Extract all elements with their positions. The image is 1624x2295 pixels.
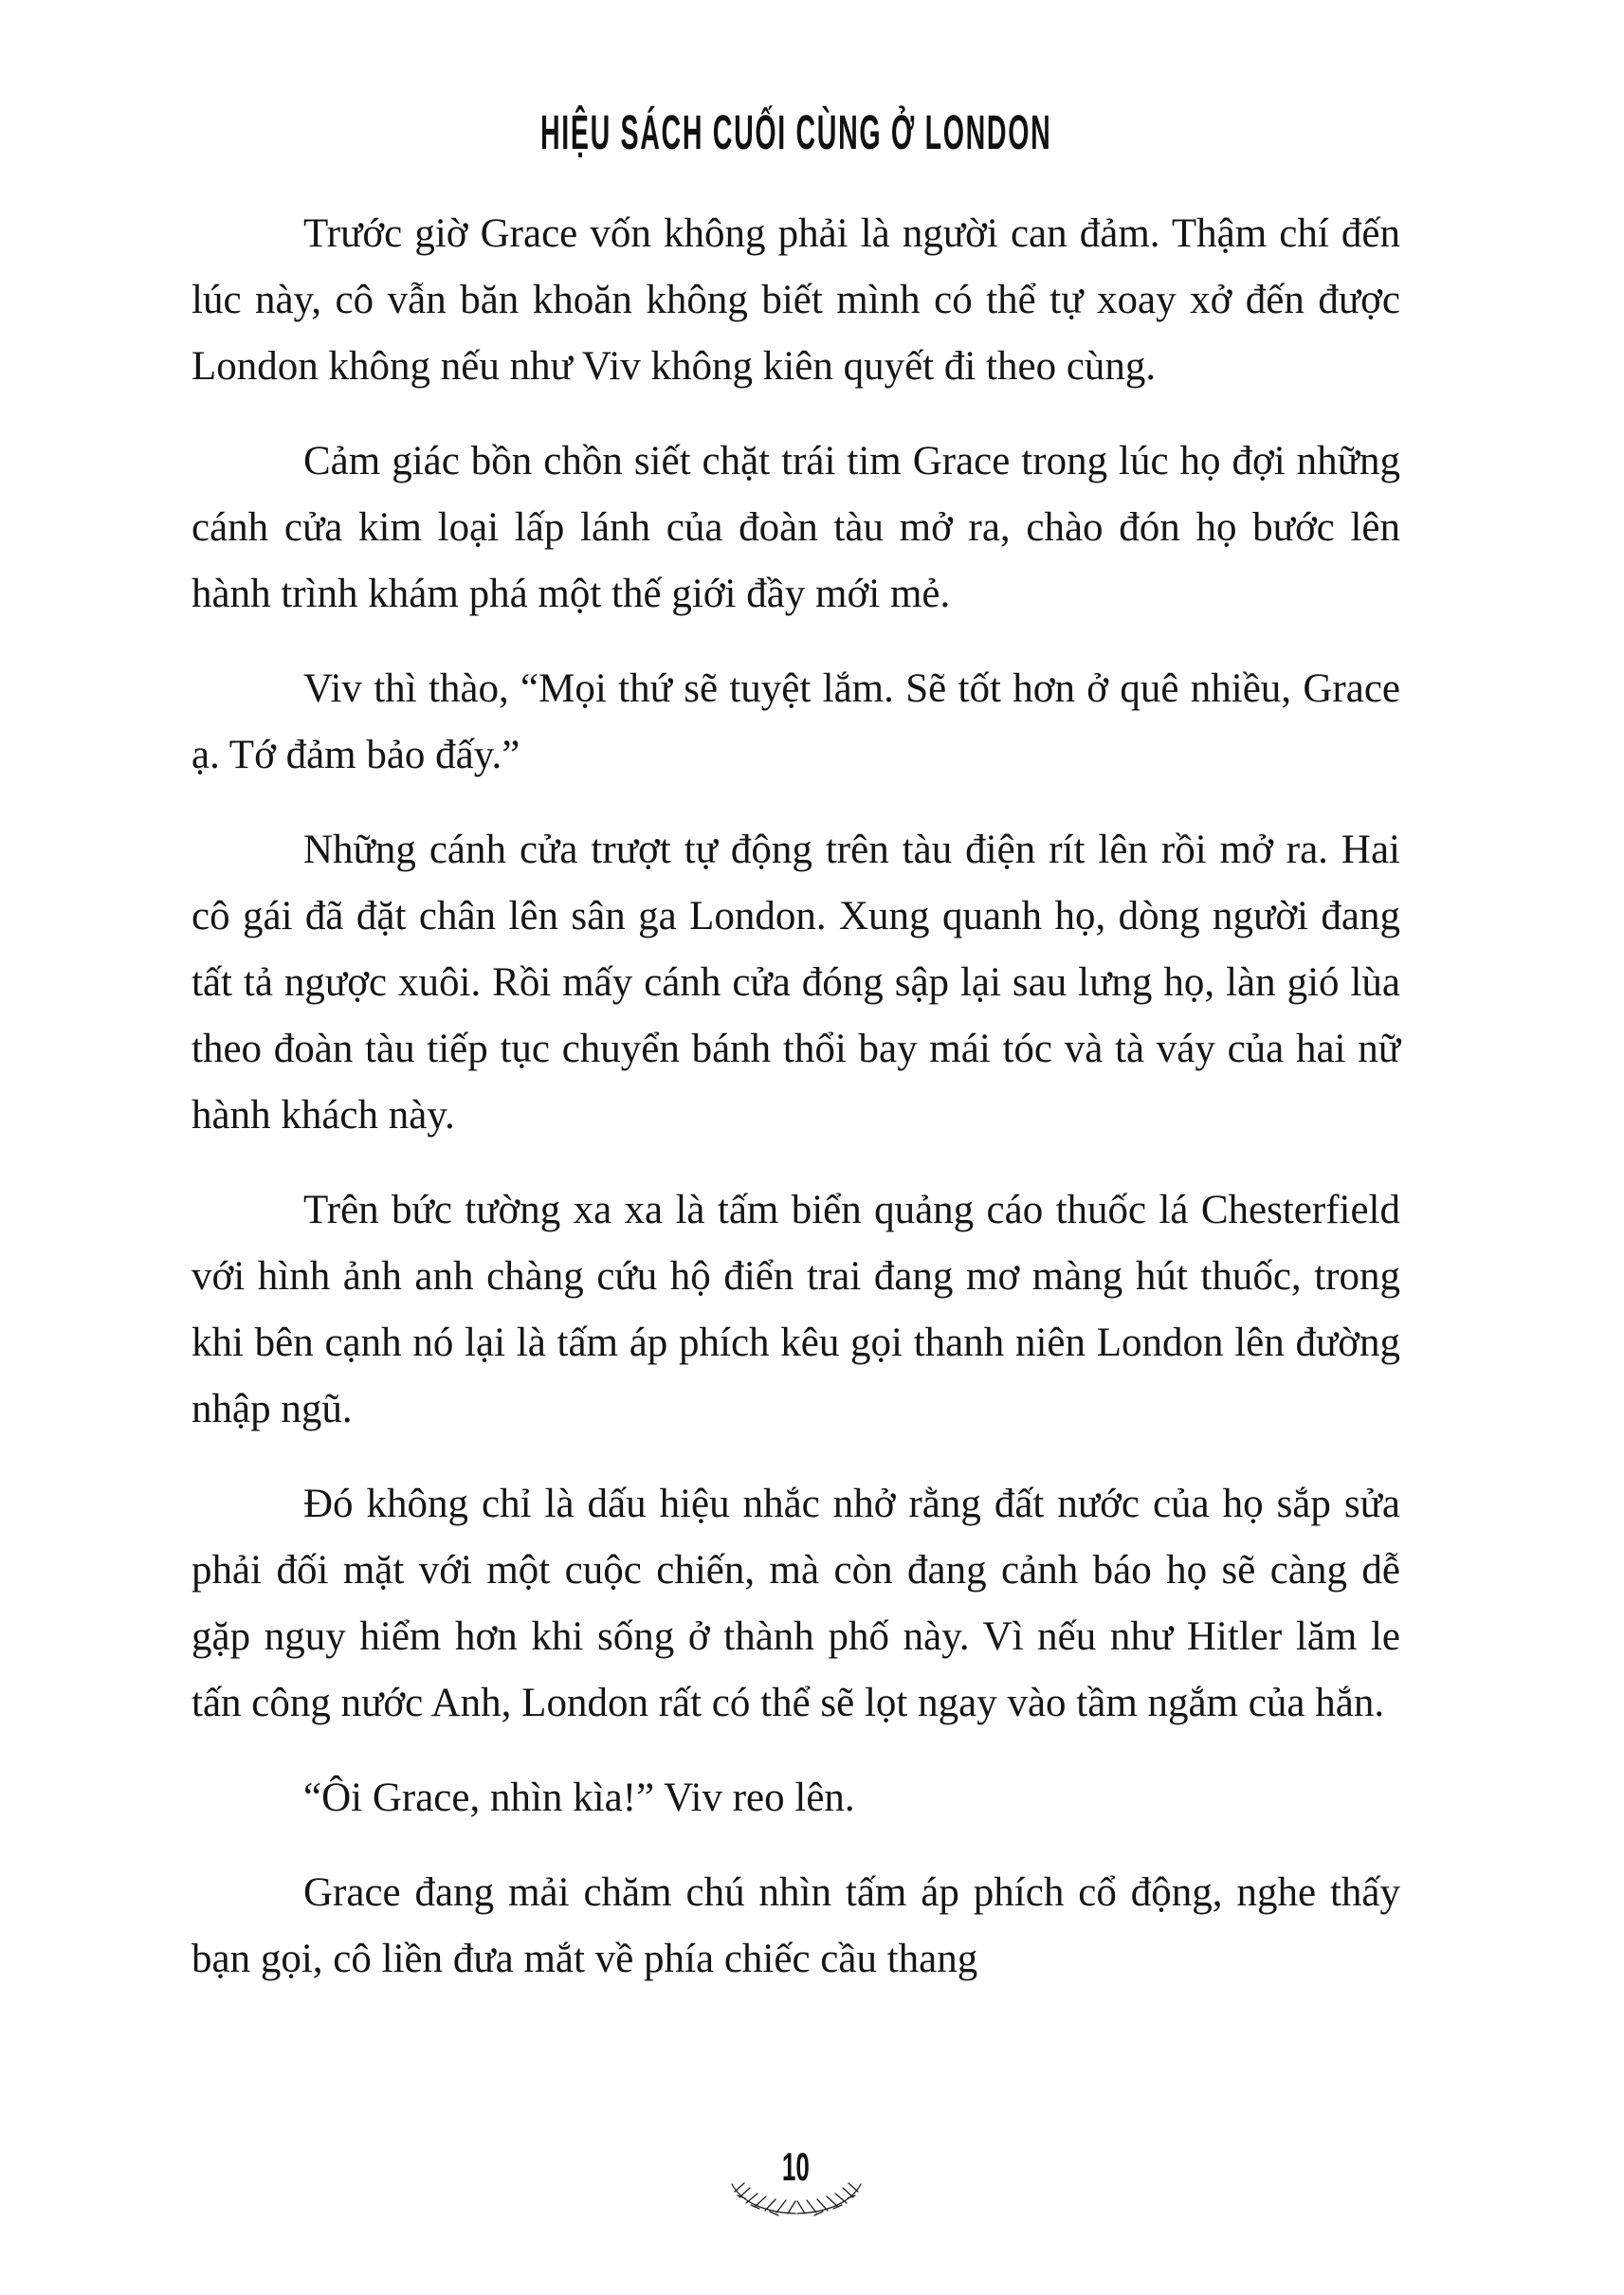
book-title-header: HIỆU SÁCH CUỐI CÙNG Ở LONDON (539, 105, 1052, 159)
body-paragraph: Trước giờ Grace vốn không phải là người can đảm. Thậm chí đến lúc này, cô vẫn băn khoăn không biết mình có thể tự xoay xở đến được London không nếu như Viv không kiên quyết đi theo cùng. (192, 211, 1400, 389)
page-number: 10 (782, 2144, 810, 2189)
body-paragraph: Grace đang mải chăm chú nhìn tấm áp phích cổ động, nghe thấy bạn gọi, cô liền đưa mắt về phía chiếc cầu thang (192, 1870, 1400, 1981)
body-paragraph: Những cánh cửa trượt tự động trên tàu điện rít lên rồi mở ra. Hai cô gái đã đặt chân lên sân ga London. Xung quanh họ, dòng người đang tất tả ngược xuôi. Rồi mấy cánh cửa đóng sập lại sau lưng họ, làn gió lùa theo đoàn tàu tiếp tục chuyển bánh thổi bay mái tóc và tà váy của hai nữ hành khách này. (192, 828, 1400, 1138)
running-head (192, 106, 1400, 159)
body-paragraph: Viv thì thào, “Mọi thứ sẽ tuyệt lắm. Sẽ tốt hơn ở quê nhiều, Grace ạ. Tớ đảm bảo đấy.” (192, 666, 1400, 777)
body-paragraph: Đó không chỉ là dấu hiệu nhắc nhở rằng đất nước của họ sắp sửa phải đối mặt với một cuộc chiến, mà còn đang cảnh báo họ sẽ càng dễ gặp nguy hiểm hơn khi sống ở thành phố này. Vì nếu như Hitler lăm le tấn công nước Anh, London rất có thể sẽ lọt ngay vào tầm ngắm của hắn. (192, 1482, 1400, 1725)
body-paragraph: Trên bức tường xa xa là tấm biển quảng cáo thuốc lá Chesterfield với hình ảnh anh chàng cứu hộ điển trai đang mơ màng hút thuốc, trong khi bên cạnh nó lại là tấm áp phích kêu gọi thanh niên London lên đường nhập ngũ. (192, 1188, 1400, 1431)
page-body (192, 201, 1400, 1993)
page-footer (192, 2144, 1400, 2221)
body-paragraph: Cảm giác bồn chồn siết chặt trái tim Grace trong lúc họ đợi những cánh cửa kim loại lấp lánh của đoàn tàu mở ra, chào đón họ bước lên hành trình khám phá một thế giới đầy mới mẻ. (192, 439, 1400, 616)
body-paragraph: “Ôi Grace, nhìn kìa!” Viv reo lên. (303, 1776, 855, 1820)
